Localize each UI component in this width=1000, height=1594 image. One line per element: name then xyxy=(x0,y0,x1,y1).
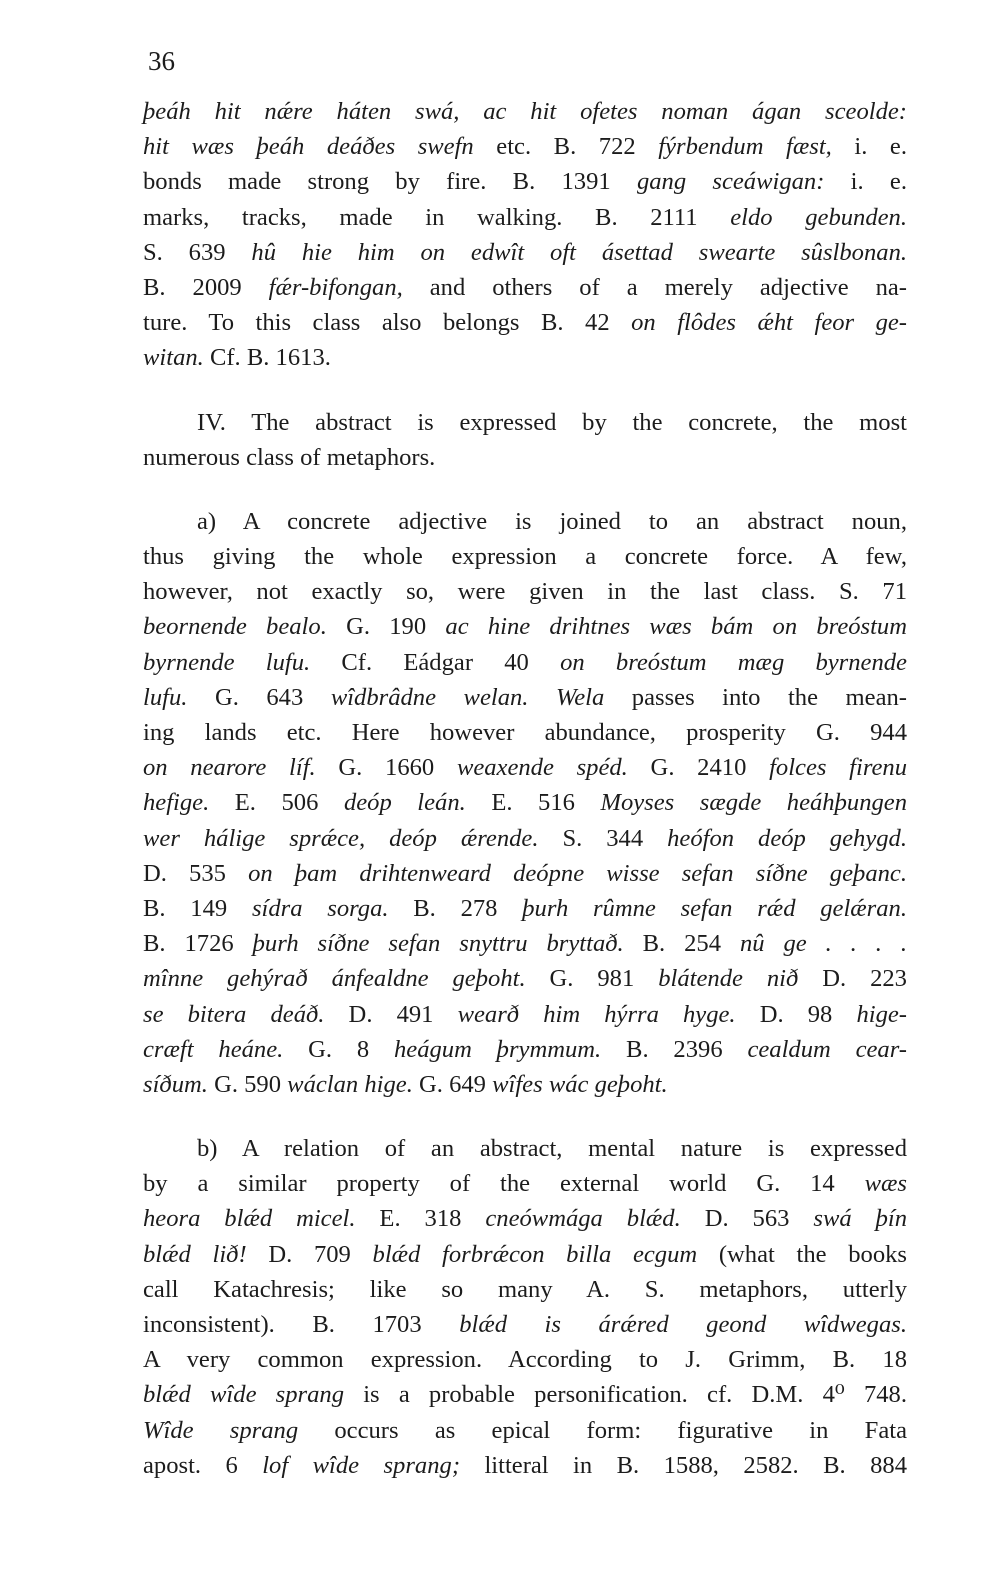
roman-text: passes into the mean- xyxy=(604,683,907,711)
italic-quote: hige- xyxy=(856,1000,907,1028)
roman-text: G. 2410 xyxy=(627,754,770,782)
italic-quote: blǽd forbrǽcon billa ecgum xyxy=(372,1240,698,1268)
roman-text: G. 981 xyxy=(525,965,659,993)
text-line xyxy=(143,821,907,856)
roman-text: ing lands etc. Here however abundance, prosperity G. 944 xyxy=(143,719,907,746)
roman-text: thus giving the whole expression a concrete force. A few, xyxy=(143,543,907,571)
roman-text: apost. 6 xyxy=(143,1451,263,1479)
text-line xyxy=(143,1448,907,1483)
text-line xyxy=(143,645,907,680)
body-text xyxy=(143,94,907,1483)
text-line xyxy=(143,1342,907,1377)
italic-quote: blátende nið xyxy=(658,965,799,993)
italic-quote: cealdum cear- xyxy=(747,1035,908,1063)
italic-quote: wîdbrâdne welan. xyxy=(330,683,529,711)
italic-quote: eldo gebunden. xyxy=(730,203,907,231)
italic-quote: hû hie him on edwît oft ásettad swearte sûslbonan. xyxy=(251,238,908,266)
roman-text: marks, tracks, made in walking. B. 2111 xyxy=(143,203,731,231)
text-line xyxy=(143,164,907,199)
italic-quote: sídra sorga. xyxy=(251,894,389,922)
roman-text: by a similar property of the external world G. 14 xyxy=(143,1170,865,1198)
roman-text: is a probable personification. cf. D.M. 4⁰ 748. xyxy=(344,1381,908,1409)
roman-text: occurs as epical form: figurative in Fata xyxy=(298,1416,907,1444)
roman-text: however, not exactly so, were given in the last class. S. 71 xyxy=(143,578,907,606)
roman-text: B. 149 xyxy=(143,894,252,922)
italic-quote: deóp leán. xyxy=(343,789,466,817)
italic-quote: heora blǽd micel. xyxy=(143,1205,356,1233)
text-line xyxy=(143,680,907,715)
roman-text: B. 278 xyxy=(388,894,523,922)
roman-text: G. 643 xyxy=(187,683,331,711)
italic-quote: Wîde sprang xyxy=(143,1416,299,1444)
roman-text: E. 506 xyxy=(209,789,344,817)
italic-quote: hefige. xyxy=(143,789,210,817)
italic-quote: lufu. xyxy=(143,683,188,711)
roman-text: i. e. xyxy=(831,133,907,161)
italic-quote: wearð him hýrra hyge. xyxy=(457,1000,736,1028)
roman-text: i. e. xyxy=(824,168,907,196)
roman-text: E. 516 xyxy=(465,789,601,817)
roman-text: D. 223 xyxy=(798,965,907,993)
roman-text: ture. To this class also belongs B. 42 xyxy=(143,309,632,337)
italic-quote: Moyses sægde heáhþungen xyxy=(600,789,907,817)
italic-quote: wîfes wác geþoht. xyxy=(492,1070,668,1098)
italic-quote: on breóstum mæg byrnende xyxy=(560,648,907,676)
text-line xyxy=(143,200,907,235)
text-line xyxy=(143,440,907,475)
italic-quote: se bitera deáð. xyxy=(143,1000,325,1028)
paragraph-gap xyxy=(143,1102,907,1131)
italic-quote: hit wæs þeáh deáðes swefn xyxy=(143,133,474,161)
roman-text: litteral in B. 1588, 2582. B. 884 xyxy=(460,1451,907,1479)
text-line xyxy=(143,926,907,961)
italic-quote: nû ge . . . . xyxy=(739,930,907,958)
roman-text: Cf. B. 1613. xyxy=(203,344,331,372)
roman-text: B. 254 xyxy=(623,930,740,958)
text-line xyxy=(143,961,907,996)
roman-text xyxy=(528,684,556,711)
text-line xyxy=(143,405,907,440)
roman-text: b) A relation of an abstract, mental nature is expressed xyxy=(197,1135,907,1163)
italic-quote: cneówmága blǽd. xyxy=(485,1205,681,1233)
text-line xyxy=(143,1377,907,1412)
italic-quote: lof wîde sprang; xyxy=(262,1451,461,1479)
text-line xyxy=(143,1307,907,1342)
text-line xyxy=(143,1166,907,1201)
italic-quote: on nearore líf. xyxy=(143,754,316,782)
italic-quote: weaxende spéd. xyxy=(456,754,628,782)
italic-quote: witan. xyxy=(143,344,204,372)
text-line xyxy=(143,1032,907,1067)
text-line xyxy=(143,997,907,1032)
text-line xyxy=(143,305,907,340)
text-line xyxy=(143,1067,907,1102)
italic-quote: blǽd lið! xyxy=(143,1240,247,1268)
roman-text: IV. The abstract is expressed by the concrete, the most xyxy=(197,408,907,436)
text-line xyxy=(143,785,907,820)
text-line xyxy=(143,609,907,644)
roman-text: D. 709 xyxy=(246,1240,373,1268)
text-line xyxy=(143,235,907,270)
roman-text: a) A concrete adjective is joined to an abstract noun, xyxy=(197,507,907,535)
text-line xyxy=(143,270,907,305)
italic-quote: fýrbendum fæst, xyxy=(658,133,832,161)
roman-text: etc. B. 722 xyxy=(473,133,659,161)
italic-quote: wæs xyxy=(864,1170,907,1198)
italic-quote: wer hálige sprǽce, deóp ǽrende. xyxy=(143,824,539,852)
roman-text: call Katachresis; like so many A. S. metaphors, utterly xyxy=(143,1275,907,1303)
text-line xyxy=(143,574,907,609)
text-line xyxy=(143,1237,907,1272)
italic-quote: on þam drihtenweard deópne wisse sefan síðne geþanc. xyxy=(248,859,907,887)
roman-text: inconsistent). B. 1703 xyxy=(143,1311,460,1338)
roman-text: G. 649 xyxy=(412,1070,493,1098)
italic-quote: beornende bealo. xyxy=(143,613,327,641)
text-line xyxy=(143,1413,907,1448)
italic-quote: heágum þrymmum. xyxy=(393,1035,602,1063)
roman-text: G. 1660 xyxy=(315,754,457,782)
paragraph-gap xyxy=(143,475,907,504)
text-line xyxy=(143,129,907,164)
text-line xyxy=(143,856,907,891)
italic-quote: blǽd wîde sprang xyxy=(143,1381,345,1409)
roman-text: G. 190 xyxy=(326,613,446,641)
roman-text: D. 563 xyxy=(680,1205,814,1233)
roman-text: D. 98 xyxy=(735,1000,857,1028)
italic-quote: fǽr-bifongan, xyxy=(268,273,403,301)
roman-text: B. 1726 xyxy=(143,930,253,958)
text-line xyxy=(143,715,907,750)
roman-text: numerous class of metaphors. xyxy=(143,443,436,471)
italic-quote: mînne gehýrað ánfealdne geþoht. xyxy=(143,965,526,993)
italic-quote: blǽd is árǽred geond wîdwegas. xyxy=(459,1311,907,1338)
page-number: 36 xyxy=(148,46,175,76)
roman-text: Cf. Eádgar 40 xyxy=(310,648,561,676)
italic-quote: þeáh hit nǽre háten swá, ac hit ofetes noman ágan sceolde: xyxy=(143,98,907,125)
roman-text: G. 8 xyxy=(283,1035,394,1063)
italic-quote: Wela xyxy=(555,683,605,711)
italic-quote: heófon deóp gehygd. xyxy=(667,824,907,852)
italic-quote: folces firenu xyxy=(769,754,907,782)
italic-quote: on flôdes ǽht feor ge- xyxy=(631,309,907,337)
text-line xyxy=(143,340,907,375)
roman-text: and others of a merely adjective na- xyxy=(402,273,907,301)
text-line xyxy=(143,1131,907,1166)
italic-quote: cræft heáne. xyxy=(143,1035,284,1063)
roman-text: B. 2396 xyxy=(601,1035,748,1063)
paragraph-gap xyxy=(143,376,907,405)
roman-text: S. 344 xyxy=(538,824,668,852)
italic-quote: þurh rûmne sefan rǽd gelǽran. xyxy=(522,894,907,922)
text-line xyxy=(143,1201,907,1236)
roman-text: E. 318 xyxy=(355,1205,486,1233)
roman-text: bonds made strong by fire. B. 1391 xyxy=(143,168,637,196)
italic-quote: þurh síðne sefan snyttru bryttað. xyxy=(252,930,624,958)
text-line xyxy=(143,94,907,129)
text-line xyxy=(143,891,907,926)
roman-text: A very common expression. According to J. Grimm, B. 18 xyxy=(143,1346,907,1374)
italic-quote: ac hine drihtnes wæs bám on breóstum xyxy=(445,613,907,641)
roman-text: S. 639 xyxy=(143,238,252,266)
text-line xyxy=(143,750,907,785)
italic-quote: gang sceáwigan: xyxy=(636,168,825,196)
roman-text: B. 2009 xyxy=(143,273,269,301)
text-line xyxy=(143,539,907,574)
italic-quote: wáclan hige. xyxy=(287,1070,413,1098)
roman-text: (what the books xyxy=(697,1240,907,1268)
italic-quote: swá þín xyxy=(813,1205,908,1233)
roman-text: D. 535 xyxy=(143,859,249,887)
italic-quote: síðum. xyxy=(143,1070,208,1098)
roman-text: D. 491 xyxy=(324,1000,458,1028)
text-line xyxy=(143,1272,907,1307)
text-line xyxy=(143,504,907,539)
roman-text: G. 590 xyxy=(207,1070,288,1098)
italic-quote: byrnende lufu. xyxy=(143,648,311,676)
